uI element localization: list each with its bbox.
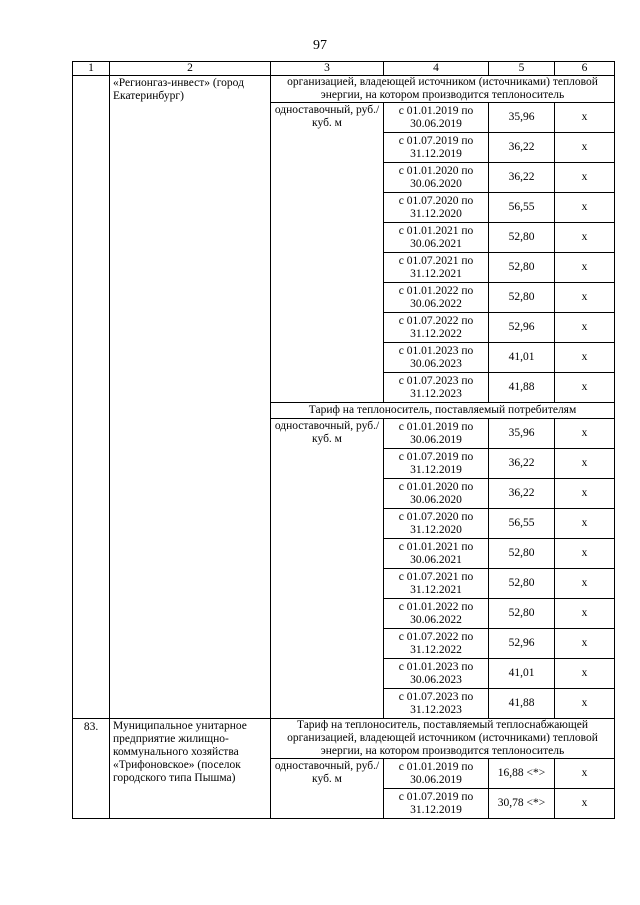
section-title-row: [73, 719, 615, 759]
x-cell: х: [555, 163, 615, 193]
value-cell: 52,96: [489, 629, 555, 659]
column-header-row: [73, 62, 615, 76]
value-cell: 36,22: [489, 449, 555, 479]
organization-name: «Регионгаз-инвест» (город Екатеринбург): [110, 76, 271, 719]
x-cell: х: [555, 193, 615, 223]
row-number-cell: 83.: [73, 719, 110, 819]
x-cell: х: [555, 343, 615, 373]
period-cell: с 01.01.2021 по 30.06.2021: [384, 223, 489, 253]
x-cell: х: [555, 759, 615, 789]
section-title: организацией, владеющей источником (источниками) тепловой энергии, на котором производится теплоноситель: [271, 76, 615, 103]
period-cell: с 01.07.2022 по 31.12.2022: [384, 629, 489, 659]
value-cell: 52,80: [489, 599, 555, 629]
period-cell: с 01.07.2023 по 31.12.2023: [384, 373, 489, 403]
value-cell: 41,01: [489, 659, 555, 689]
column-header: 4: [384, 62, 489, 76]
period-cell: с 01.01.2023 по 30.06.2023: [384, 343, 489, 373]
x-cell: х: [555, 479, 615, 509]
x-cell: х: [555, 253, 615, 283]
value-cell: 36,22: [489, 479, 555, 509]
x-cell: х: [555, 629, 615, 659]
value-cell: 41,88: [489, 689, 555, 719]
period-cell: с 01.07.2019 по 31.12.2019: [384, 789, 489, 819]
value-cell: 56,55: [489, 193, 555, 223]
x-cell: х: [555, 789, 615, 819]
column-header: 2: [110, 62, 271, 76]
value-cell: 30,78 <*>: [489, 789, 555, 819]
tariff-table: [72, 61, 615, 819]
value-cell: 16,88 <*>: [489, 759, 555, 789]
x-cell: х: [555, 449, 615, 479]
value-cell: 52,80: [489, 539, 555, 569]
value-cell: 35,96: [489, 419, 555, 449]
unit-cell: одноставочный, руб./куб. м: [271, 103, 384, 403]
period-cell: с 01.01.2019 по 30.06.2019: [384, 103, 489, 133]
x-cell: х: [555, 539, 615, 569]
value-cell: 41,01: [489, 343, 555, 373]
period-cell: с 01.01.2020 по 30.06.2020: [384, 163, 489, 193]
x-cell: х: [555, 419, 615, 449]
value-cell: 52,80: [489, 253, 555, 283]
unit-cell: одноставочный, руб./куб. м: [271, 759, 384, 819]
period-cell: с 01.01.2023 по 30.06.2023: [384, 659, 489, 689]
x-cell: х: [555, 313, 615, 343]
section-title-row: [73, 76, 615, 103]
value-cell: 52,80: [489, 569, 555, 599]
period-cell: с 01.07.2021 по 31.12.2021: [384, 253, 489, 283]
period-cell: с 01.01.2022 по 30.06.2022: [384, 599, 489, 629]
x-cell: х: [555, 223, 615, 253]
x-cell: х: [555, 103, 615, 133]
period-cell: с 01.01.2020 по 30.06.2020: [384, 479, 489, 509]
unit-cell: одноставочный, руб./куб. м: [271, 419, 384, 719]
value-cell: 36,22: [489, 163, 555, 193]
value-cell: 36,22: [489, 133, 555, 163]
period-cell: с 01.01.2019 по 30.06.2019: [384, 759, 489, 789]
period-cell: с 01.01.2022 по 30.06.2022: [384, 283, 489, 313]
column-header: 5: [489, 62, 555, 76]
x-cell: х: [555, 599, 615, 629]
period-cell: с 01.07.2020 по 31.12.2020: [384, 509, 489, 539]
organization-name: Муниципальное унитарное предприятие жилищно-коммунального хозяйства «Трифоновское» (поселок городского типа Пышма): [110, 719, 271, 819]
x-cell: х: [555, 569, 615, 599]
column-header: 3: [271, 62, 384, 76]
x-cell: х: [555, 283, 615, 313]
period-cell: с 01.07.2022 по 31.12.2022: [384, 313, 489, 343]
period-cell: с 01.01.2021 по 30.06.2021: [384, 539, 489, 569]
value-cell: 41,88: [489, 373, 555, 403]
period-cell: с 01.07.2023 по 31.12.2023: [384, 689, 489, 719]
x-cell: х: [555, 689, 615, 719]
row-number-cell: [73, 76, 110, 719]
value-cell: 52,80: [489, 283, 555, 313]
x-cell: х: [555, 133, 615, 163]
period-cell: с 01.07.2019 по 31.12.2019: [384, 449, 489, 479]
x-cell: х: [555, 373, 615, 403]
column-header: 1: [73, 62, 110, 76]
page-number: 97: [313, 38, 327, 53]
period-cell: с 01.07.2021 по 31.12.2021: [384, 569, 489, 599]
section-title: Тариф на теплоноситель, поставляемый потребителям: [271, 403, 615, 419]
column-header: 6: [555, 62, 615, 76]
section-title: Тариф на теплоноситель, поставляемый теплоснабжающей организацией, владеющей источником (источниками) тепловой энергии, на котором производится теплоноситель: [271, 719, 615, 759]
period-cell: с 01.07.2019 по 31.12.2019: [384, 133, 489, 163]
period-cell: с 01.01.2019 по 30.06.2019: [384, 419, 489, 449]
value-cell: 52,96: [489, 313, 555, 343]
period-cell: с 01.07.2020 по 31.12.2020: [384, 193, 489, 223]
value-cell: 35,96: [489, 103, 555, 133]
x-cell: х: [555, 509, 615, 539]
value-cell: 52,80: [489, 223, 555, 253]
value-cell: 56,55: [489, 509, 555, 539]
x-cell: х: [555, 659, 615, 689]
